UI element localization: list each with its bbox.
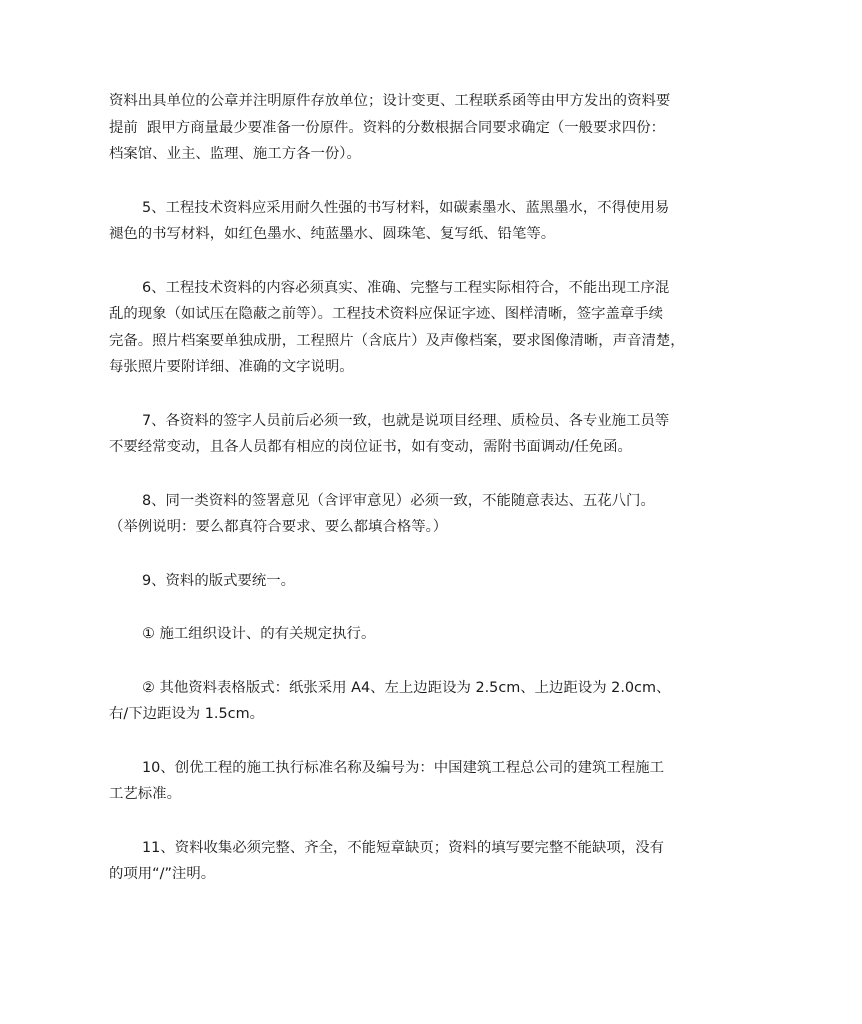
paragraph-item-8 (109, 488, 769, 541)
text-line: 工艺标准。 (109, 786, 181, 802)
text-line: 右/下边距设为 1.5cm。 (109, 706, 264, 722)
text-line: 完备。照片档案要单独成册，工程照片（含底片）及声像档案，要求图像清晰，声音清楚， (109, 332, 685, 349)
text-line: 7、各资料的签字人员前后必须一致，也就是说项目经理、质检员、各专业施工员等 (142, 412, 670, 429)
paragraph-item-7 (109, 408, 769, 461)
text-line: 档案馆、业主、监理、施工方各一份）。 (109, 146, 361, 162)
text-line: 提前 跟甲方商量最少要准备一份原件。资料的分数根据合同要求确定（一般要求四份： (109, 119, 665, 136)
paragraph-item-9-2 (109, 675, 769, 728)
text-line: （举例说明：要么都真符合要求、要么都填合格等。） (109, 519, 448, 535)
text-line: 乱的现象（如试压在隐蔽之前等）。工程技术资料应保证字迹、图样清晰，签字盖章手续 (109, 306, 664, 322)
paragraph-item-10 (109, 755, 769, 808)
paragraph-item-6 (109, 275, 769, 381)
text-line: 10、创优工程的施工执行标准名称及编号为：中国建筑工程总公司的建筑工程施工 (142, 759, 664, 776)
paragraph-item-11 (109, 835, 769, 888)
document-page (109, 88, 769, 915)
text-line: ① 施工组织设计、的有关规定执行。 (142, 626, 376, 642)
text-line: ② 其他资料表格版式：纸张采用 A4、左上边距设为 2.5cm、上边距设为 2.0cm、 (142, 679, 671, 696)
text-line: 6、工程技术资料的内容必须真实、准确、完整与工程实际相符合，不能出现工序混 (142, 279, 670, 296)
paragraph-item-9-1 (109, 621, 769, 648)
text-line: 褪色的书写材料，如红色墨水、纯蓝墨水、圆珠笔、复写纸、铅笔等。 (109, 226, 556, 242)
text-line: 不要经常变动，且各人员都有相应的岗位证书，如有变动，需附书面调动/任免函。 (109, 439, 632, 455)
text-line: 每张照片要附详细、准确的文字说明。 (109, 359, 354, 375)
text-line: 资料出具单位的公章并注明原件存放单位；设计变更、工程联系函等由甲方发出的资料要 (109, 93, 671, 109)
text-line: 5、工程技术资料应采用耐久性强的书写材料，如碳素墨水、蓝黑墨水，不得使用易 (142, 199, 670, 216)
text-line: 8、同一类资料的签署意见（含评审意见）必须一致，不能随意表达、五花八门。 (142, 492, 655, 509)
paragraph-item-5 (109, 195, 769, 248)
paragraph-item-9 (109, 568, 769, 595)
paragraph-intro (109, 88, 769, 168)
text-line: 9、资料的版式要统一。 (142, 572, 296, 589)
text-line: 的项用“/”注明。 (109, 866, 216, 882)
text-line: 11、资料收集必须完整、齐全，不能短章缺页；资料的填写要完整不能缺项，没有 (142, 839, 664, 856)
